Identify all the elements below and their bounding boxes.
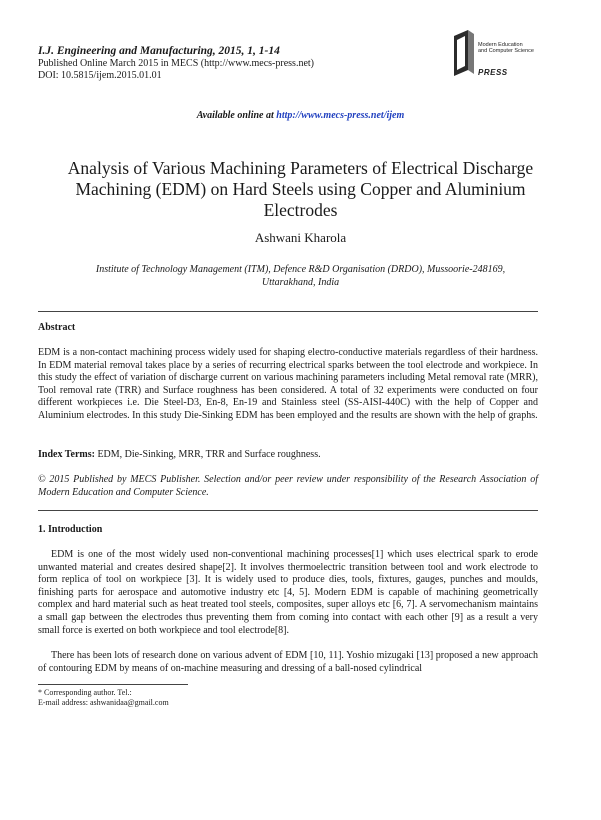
paper-title: Analysis of Various Machining Parameters of Electrical Discharge Machining (EDM) on Hard Steels using Copper and Aluminium Electrodes bbox=[67, 158, 534, 220]
published-line: Published Online March 2015 in MECS (http://www.mecs-press.net) bbox=[38, 58, 314, 69]
copyright-notice: © 2015 Published by MECS Publisher. Selection and/or peer review under responsibility of the Research Association of Modern Education and Computer Science. bbox=[38, 474, 538, 498]
index-terms bbox=[38, 449, 538, 462]
journal-citation: I.J. Engineering and Manufacturing, 2015, 1, 1-14 bbox=[38, 45, 280, 57]
author-name: Ashwani Kharola bbox=[254, 230, 347, 245]
corresponding-author: * Corresponding author. Tel.: bbox=[38, 688, 132, 697]
logo-line-1: Modern Education bbox=[478, 42, 523, 48]
available-prefix: Available online at bbox=[196, 110, 277, 121]
index-terms-label: Index Terms: bbox=[38, 449, 95, 460]
abstract-body: EDM is a non-contact machining process widely used for shaping electro-conductive materials regardless of their hardness. In EDM material removal takes place by a series of recurring electrical sparks between the tool electrode and workpiece. In this study the effect of variation of discharge current on various machining parameters including Metal removal rate (MRR), Tool removal rate (TRR) and Surface roughness has been considered. A total of 32 experiments were conducted on four different workpieces i.e. Die Steel-D3, En-8, En-19 and Stainless steel (SS-AISI-440C) with the help of Copper and Aluminium electrodes. In this study Die-Sinking EDM has been employed and the results are shown with the help of graphs. bbox=[38, 347, 538, 421]
book-stack-icon bbox=[452, 28, 478, 80]
index-terms-list: EDM, Die-Sinking, MRR, TRR and Surface roughness. bbox=[94, 449, 321, 460]
abstract-bottom-rule bbox=[38, 510, 538, 511]
mecs-press-logo bbox=[452, 28, 572, 83]
logo-press-text: PRESS bbox=[478, 68, 508, 77]
available-online bbox=[0, 110, 601, 121]
intro-paragraph-2: There has been lots of research done on various advent of EDM [10, 11]. Yoshio mizugaki [13] proposed a new approach of contouring EDM by means of on-machine measuring and dressing of a ball-nosed cylindrical bbox=[38, 650, 538, 674]
journal-link[interactable]: http://www.mecs-press.net/ijem bbox=[276, 110, 405, 121]
journal-header bbox=[38, 44, 478, 82]
author-affiliation: Institute of Technology Management (ITM), Defence R&D Organisation (DRDO), Mussoorie-248169, Uttarakhand, India bbox=[95, 264, 506, 288]
footnote bbox=[38, 688, 338, 708]
logo-line-2: and Computer Science bbox=[478, 48, 534, 54]
intro-heading: 1. Introduction bbox=[38, 524, 103, 535]
abstract-heading: Abstract bbox=[38, 322, 76, 333]
abstract-top-rule bbox=[38, 311, 538, 312]
intro-paragraph-1: EDM is one of the most widely used non-conventional machining processes[1] which uses electrical spark to erode unwanted material and creates desired shape[2]. It involves thermoelectric transition between tool and work electrode to form replica of tool on workpiece [3]. It is widely used to produce dies, tools, fixtures, gauges, punches and moulds, finishing parts for aerospace and automotive industry etc [4, 5]. Modern EDM is capable of machining geometrically complex and hard material such as heat treated tool steels, composites, super alloys etc [6, 7]. A servomechanism maintains a small gap between the electrodes thus preventing them from coming into contact with each other [9] as a result a very small force is exerted on both workpiece and tool electrode[8]. bbox=[38, 549, 538, 636]
footnote-rule bbox=[38, 684, 188, 685]
email-address: E-mail address: ashwanidaa@gmail.com bbox=[38, 698, 169, 707]
doi-line: DOI: 10.5815/ijem.2015.01.01 bbox=[38, 70, 162, 81]
